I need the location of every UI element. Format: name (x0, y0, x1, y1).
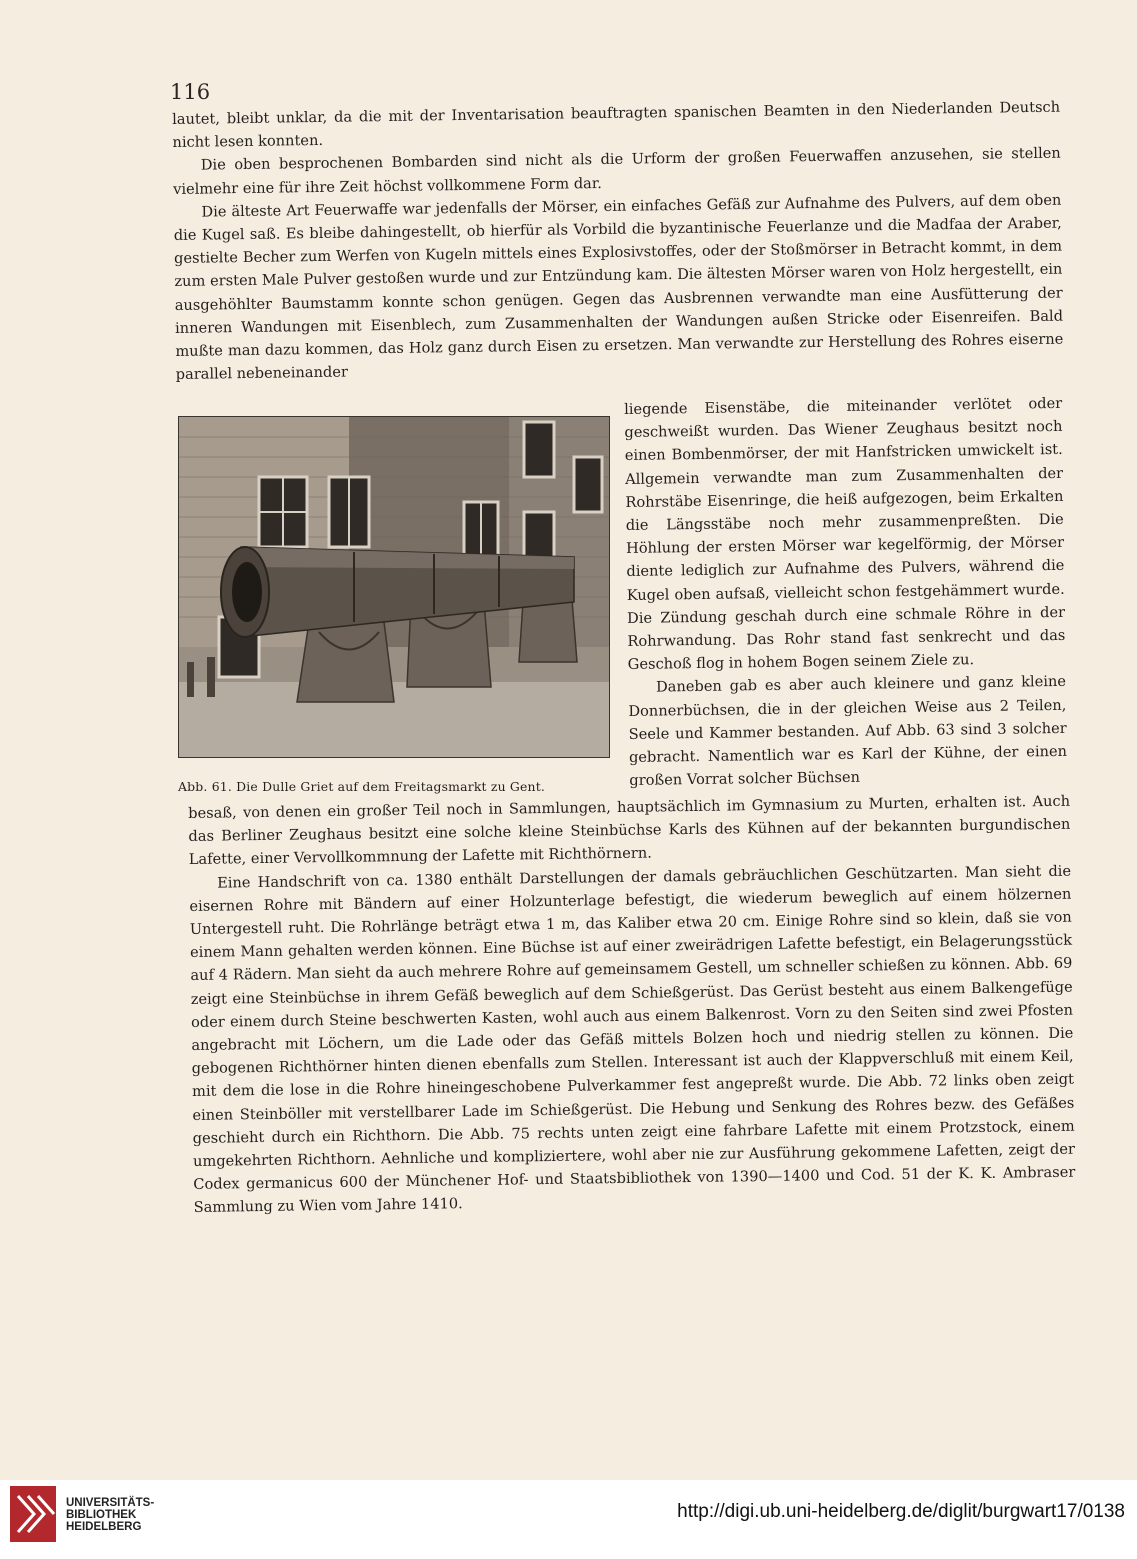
library-name-line: HEIDELBERG (66, 1521, 142, 1533)
dulle-griet-cannon-illustration (179, 417, 609, 757)
paragraph: Daneben gab es aber auch kleinere und ganz kleine Donnerbüchsen, die in der gleichen Weise aus 2 Teilen, Seele und Kammer bestanden. Auf Abb. 63 sind 3 solcher gebracht. Namentlich war es Karl der Kühne, der einen großen Vorrat solcher Büchsen (628, 673, 1068, 790)
library-name-line: BIBLIOTHEK (66, 1509, 137, 1521)
figure-caption: Abb. 61. Die Dulle Griet auf dem Freitagsmarkt zu Gent. (178, 779, 546, 794)
paragraph: liegende Eisenstäbe, die miteinander verlötet oder geschweißt wurden. Das Wiener Zeughaus besitzt noch einen Bombenmörser, der mit Hanfstricken umwickelt ist. Allgemein verwandte man zum Zusammenhalten der Rohrstäbe Eisenringe, die heiß aufgezogen, beim Erkalten die Längsstäbe noch mehr zusammenpreßten. Die Höhlung der ersten Mörser war kegelförmig, der Mörser diente lediglich zur Aufnahme des Pulvers, während die Kugel oben aufsaß, vielleicht schon festgehämmert wurde. Die Zündung geschah durch eine schmale Röhre in der Rohrwandung. Das Rohr stand fast senkrecht und das Geschoß flog in hohem Bogen seinem Ziele zu. (624, 394, 1066, 674)
paragraph: lautet, bleibt unklar, da die mit der Inventarisation beauftragten spanischen Beamten in den Niederlanden Deutsch nicht lesen konnten. (172, 98, 1061, 152)
university-library-logo-icon (10, 1486, 56, 1542)
text-block-top (172, 96, 1064, 387)
library-name-line: UNIVERSITÄTS- (66, 1497, 155, 1509)
paragraph: Eine Handschrift von ca. 1380 enthält Darstellungen der damals gebräuchlichen Geschützarten. Man sieht die eisernen Rohre mit Bändern auf einer Holzunterlage befestigt, die wiederum beweglich auf einem hölzernen Untergestell ruht. Die Rohrlänge beträgt etwa 1 m, das Kaliber etwa 20 cm. Einige Rohre sind so klein, daß sie von einem Mann gehalten werden können. Eine Büchse ist auf einer zweirädrigen Lafette befestigt, ein Belagerungsstück auf 4 Rädern. Man sieht da auch mehrere Rohre auf gemeinsamem Gestell, um schneller schießen zu können. Abb. 69 zeigt eine Steinbüchse in ihrem Gefäß beweglich auf dem Schießgerüst. Das Gerüst besteht aus einem Balkengefüge oder einem durch Steine beschwerten Kasten, wohl auch aus einem Balkenrost. Vorn zu den Seiten sind zwei Pfosten angebracht mit Löchern, um die Lade oder das Gefäß mittels Bolzen hoch und niedrig stellen zu können. Die gebogenen Richthörner hinten dienen ebenfalls zum Stellen. Interessant ist auch der Klappverschluß mit einem Keil, mit dem die lose in die Rohre hineingeschobene Pulverkammer fest angepreßt wurde. Die Abb. 72 links oben zeigt einen Steinböller mit verstellbarer Lade im Schießgerüst. Die Hebung und Senkung des Rohres bezw. des Gefäßes geschieht durch ein Richthorn. Die Abb. 75 rechts unten zeigt eine fahrbare Lafette mit einem Protzstock, einem umgekehrten Richthorn. Aehnliche und kompliziertere, wohl aber nie zur Ausführung gekommene Lafetten, zeigt der Codex germanicus 600 der Münchener Hof- und Staatsbibliothek von 1390—1400 und Cod. 51 der K. K. Ambraser Sammlung zu Wien vom Jahre 1410. (189, 862, 1076, 1217)
paragraph: Die oben besprochenen Bombarden sind nicht als die Urform der großen Feuerwaffen anzusehen, sie stellen vielmehr eine für ihre Zeit höchst vollkommene Form dar. (173, 145, 1061, 198)
page-number: 116 (170, 80, 211, 104)
paragraph: Die älteste Art Feuerwaffe war jedenfalls der Mörser, ein einfaches Gefäß zur Aufnahme des Pulvers, auf dem oben die Kugel saß. Es bleibe dahingestellt, ob hierfür als Vorbild die byzantinische Feuerlanze und die Madfaa der Araber, gestielte Becher zum Werfen von Kugeln mittels eines Explosivstoffes, oder der Stoßmörser in Betracht kommt, in dem zum ersten Male Pulver gestoßen wurde und zur Entzündung kam. Die ältesten Mörser waren von Holz hergestellt, ein ausgehöhlter Baumstamm konnte schon genügen. Gegen das Ausbrennen verwandte man eine Ausfütterung der inneren Wandungen mit Eisenblech, zum Zusammenhalten der Wandungen außen Stricke oder Eisenreifen. Bald mußte man dazu kommen, das Holz ganz durch Eisen zu ersetzen. Man verwandte zur Herstellung des Rohres eiserne parallel nebeneinander (173, 191, 1064, 384)
cannon-photograph (178, 416, 610, 758)
library-name (66, 1497, 154, 1533)
permalink-url[interactable]: http://digi.ub.uni-heidelberg.de/diglit/burgwart17/0138 (677, 1501, 1125, 1522)
paragraph: besaß, von denen ein großer Teil noch in Sammlungen, hauptsächlich im Gymnasium zu Murten, erhalten ist. Auch das Berliner Zeughaus besitzt eine solche kleine Steinbüchse Karls des Kühnen auf der bekannten burgundischen Lafette, einer Vervollkommnung der Lafette mit Richthörnern. (188, 792, 1071, 869)
text-block-bottom (188, 790, 1076, 1220)
text-block-side (624, 392, 1067, 793)
